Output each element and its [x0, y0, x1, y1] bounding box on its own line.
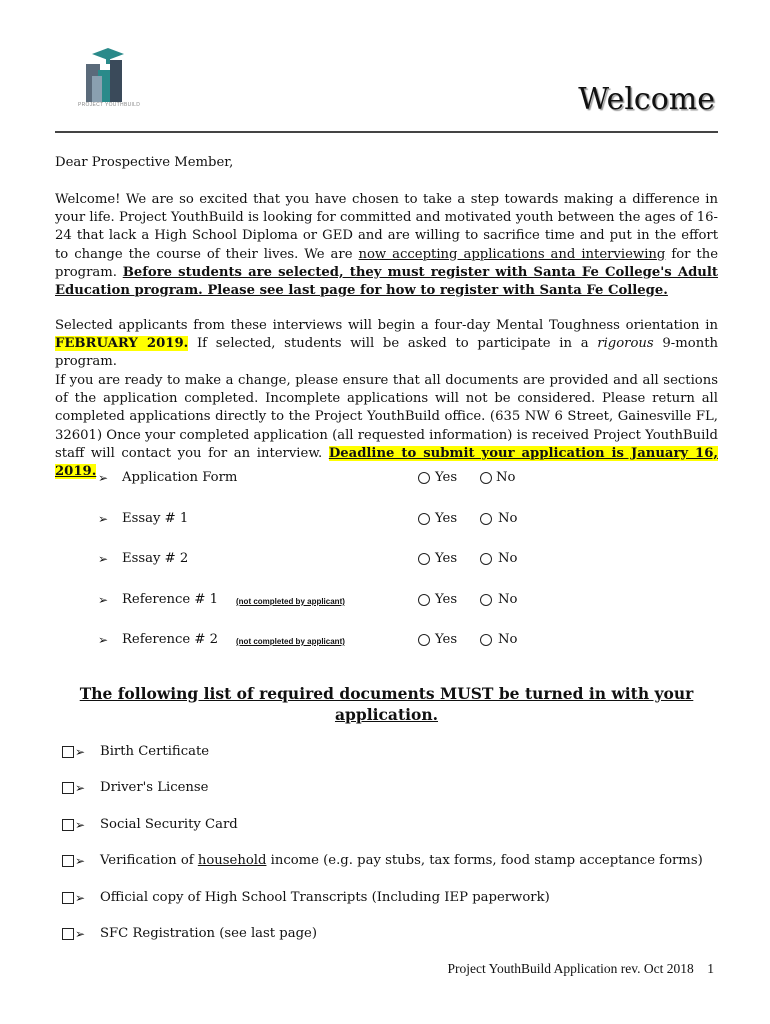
- arrow-bullet-icon: ➢: [98, 593, 109, 607]
- required-document-item: ➢ Official copy of High School Transcripts (Including IEP paperwork): [62, 888, 702, 908]
- checklist-item: ➢ Essay # 2 Yes No: [98, 549, 558, 569]
- yes-radio[interactable]: [418, 634, 430, 646]
- arrow-bullet-icon: ➢: [98, 552, 109, 566]
- checkbox[interactable]: [62, 782, 74, 794]
- checklist-item: ➢ Reference # 1 (not completed by applicant) Yes No: [98, 590, 558, 610]
- title-divider: [55, 131, 718, 133]
- reference-note: (not completed by applicant): [236, 637, 345, 646]
- reference-note: (not completed by applicant): [236, 597, 345, 606]
- arrow-bullet-icon: ➢: [75, 891, 86, 905]
- greeting: Dear Prospective Member,: [55, 155, 234, 170]
- no-radio[interactable]: [480, 472, 492, 484]
- arrow-bullet-icon: ➢: [75, 781, 86, 795]
- page-footer: Project YouthBuild Application rev. Oct 2018 1: [447, 961, 714, 976]
- required-document-item: ➢ Verification of household income (e.g. pay stubs, tax forms, food stamp acceptance forms): [62, 851, 702, 871]
- intro-paragraph: Welcome! We are so excited that you have chosen to take a step towards making a difference in your life. Project YouthBuild is looking for committed and motivated youth between the ages of 16-24 that lack a High School Diploma or GED and are willing to sacrifice time and put in the effort to change the course of their lives. We are now accepting applications and interviewing for the program. Before students are selected, they must register with Santa Fe College's Adult Education program. Please see last page for how to register with Santa Fe College.: [55, 192, 718, 299]
- instructions-paragraph: If you are ready to make a change, please ensure that all documents are provided and all sections of the application completed. Incomplete applications will not be considered. Please return all completed applications directly to the Project YouthBuild office. (635 NW 6 Street, Gainesville FL, 32601) Once your completed application (all requested information) is received Project YouthBuild staff will contact you for an interview. Deadline to submit your application is January 16, 2019.: [55, 373, 718, 480]
- yes-radio[interactable]: [418, 513, 430, 525]
- no-radio[interactable]: [480, 594, 492, 606]
- checklist-item: ➢ Reference # 2 (not completed by applicant) Yes No: [98, 630, 558, 650]
- checkbox[interactable]: [62, 855, 74, 867]
- yes-radio[interactable]: [418, 553, 430, 565]
- checkbox[interactable]: [62, 746, 74, 758]
- arrow-bullet-icon: ➢: [75, 927, 86, 941]
- yes-radio[interactable]: [418, 594, 430, 606]
- orientation-date: FEBRUARY 2019.: [55, 336, 189, 352]
- checklist-item: ➢ Essay # 1 Yes No: [98, 509, 558, 529]
- registration-requirement: Before students are selected, they must register with Santa Fe College's Adult Education program. Please see last page for how to register with Santa Fe College.: [55, 264, 718, 299]
- no-radio[interactable]: [480, 513, 492, 525]
- required-document-item: ➢ Birth Certificate: [62, 742, 702, 762]
- arrow-bullet-icon: ➢: [75, 854, 86, 868]
- arrow-bullet-icon: ➢: [98, 512, 109, 526]
- yes-radio[interactable]: [418, 472, 430, 484]
- required-documents-heading: The following list of required documents MUST be turned in with your application.: [79, 684, 694, 724]
- checkbox[interactable]: [62, 819, 74, 831]
- accepting-applications-text: now accepting applications and interviewing: [358, 246, 666, 262]
- checklist-item: ➢ Application Form Yes No: [98, 468, 558, 488]
- arrow-bullet-icon: ➢: [98, 471, 109, 485]
- arrow-bullet-icon: ➢: [75, 745, 86, 759]
- checkbox[interactable]: [62, 928, 74, 940]
- arrow-bullet-icon: ➢: [98, 633, 109, 647]
- required-document-item: ➢ SFC Registration (see last page): [62, 924, 702, 944]
- required-document-item: ➢ Driver's License: [62, 778, 702, 798]
- logo-text: PROJECT YOUTHBUILD: [78, 102, 141, 108]
- required-document-item: ➢ Social Security Card: [62, 815, 702, 835]
- page-title: Welcome: [578, 82, 715, 117]
- deadline-text: Deadline to submit your application is January 16, 2019.: [55, 445, 718, 480]
- no-radio[interactable]: [480, 634, 492, 646]
- arrow-bullet-icon: ➢: [75, 818, 86, 832]
- checkbox[interactable]: [62, 892, 74, 904]
- orientation-paragraph: Selected applicants from these interviews will begin a four-day Mental Toughness orientation in FEBRUARY 2019. If selected, students will be asked to participate in a rigorous 9-month program.: [55, 318, 718, 370]
- no-radio[interactable]: [480, 553, 492, 565]
